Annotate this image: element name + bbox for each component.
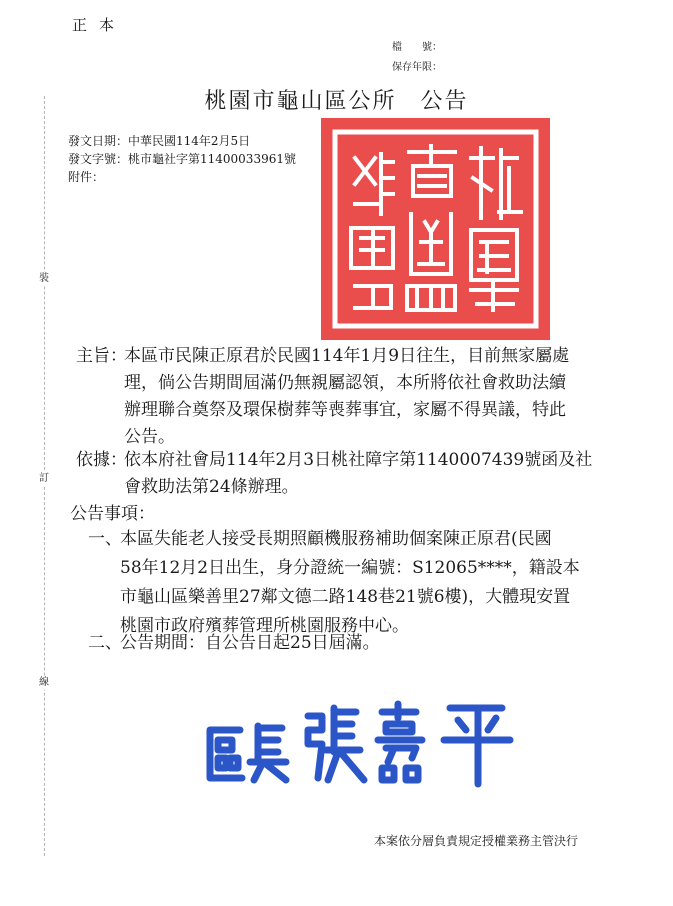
document-number: 發文字號：桃市龜社字第11400033961號 (68, 152, 296, 166)
subject-section (76, 343, 616, 453)
notes-item (88, 629, 618, 659)
director-signature (196, 690, 536, 790)
subject-label: 主旨： (76, 346, 127, 366)
seal-graphic (321, 118, 550, 340)
binding-char-bind: 裝 (39, 273, 49, 284)
file-number-label: 檔 號： (392, 42, 442, 53)
subject-line: 本區市民陳正原君於民國114年1月9日往生，目前無家屬處 (124, 346, 570, 366)
basis-line: 會救助法第24條辦理。 (124, 477, 299, 497)
notes-item-line: 公告期間：自公告日起25日屆滿。 (120, 633, 380, 653)
issue-date: 發文日期：中華民國114年2月5日 (68, 134, 251, 148)
official-seal (321, 118, 550, 340)
basis-line: 依本府社會局114年2月3日桃社障字第1140007439號函及社 (124, 450, 593, 470)
subject-line: 理，倘公告期間屆滿仍無親屬認領，本所將依社會救助法續 (124, 373, 566, 393)
copy-mark: 正本 (72, 16, 127, 34)
notes-item-line: 桃園市政府殯葬管理所桃園服務中心。 (120, 616, 409, 636)
notes-item-marker: 一、 (88, 529, 122, 549)
notes-item (88, 525, 618, 643)
notes-item-marker: 二、 (88, 633, 122, 653)
document-title: 桃園市龜山區公所 公告 (204, 89, 469, 114)
basis-section (76, 447, 616, 503)
notes-item-line: 58年12月2日出生，身分證統一編號：S12065****，籍設本 (120, 558, 580, 578)
notes-item-line: 市龜山區樂善里27鄰文德二路148巷21號6樓)，大體現安置 (120, 587, 571, 607)
binding-char-staple: 訂 (39, 473, 49, 484)
binding-char-line: 線 (39, 677, 49, 688)
attachment-label: 附件： (68, 170, 105, 184)
subject-line: 辦理聯合奠祭及環保樹葬等喪葬事宜，家屬不得異議，特此 (124, 400, 566, 420)
signature-graphic (196, 690, 536, 790)
basis-label: 依據： (76, 450, 127, 470)
notes-heading: 公告事項： (70, 504, 155, 524)
delegation-note: 本案依分層負責規定授權業務主管決行 (374, 834, 579, 848)
retention-period-label: 保存年限： (392, 62, 442, 73)
notes-item-line: 本區失能老人接受長期照顧機服務補助個案陳正原君(民國 (120, 529, 552, 549)
subject-line: 公告。 (124, 427, 175, 447)
